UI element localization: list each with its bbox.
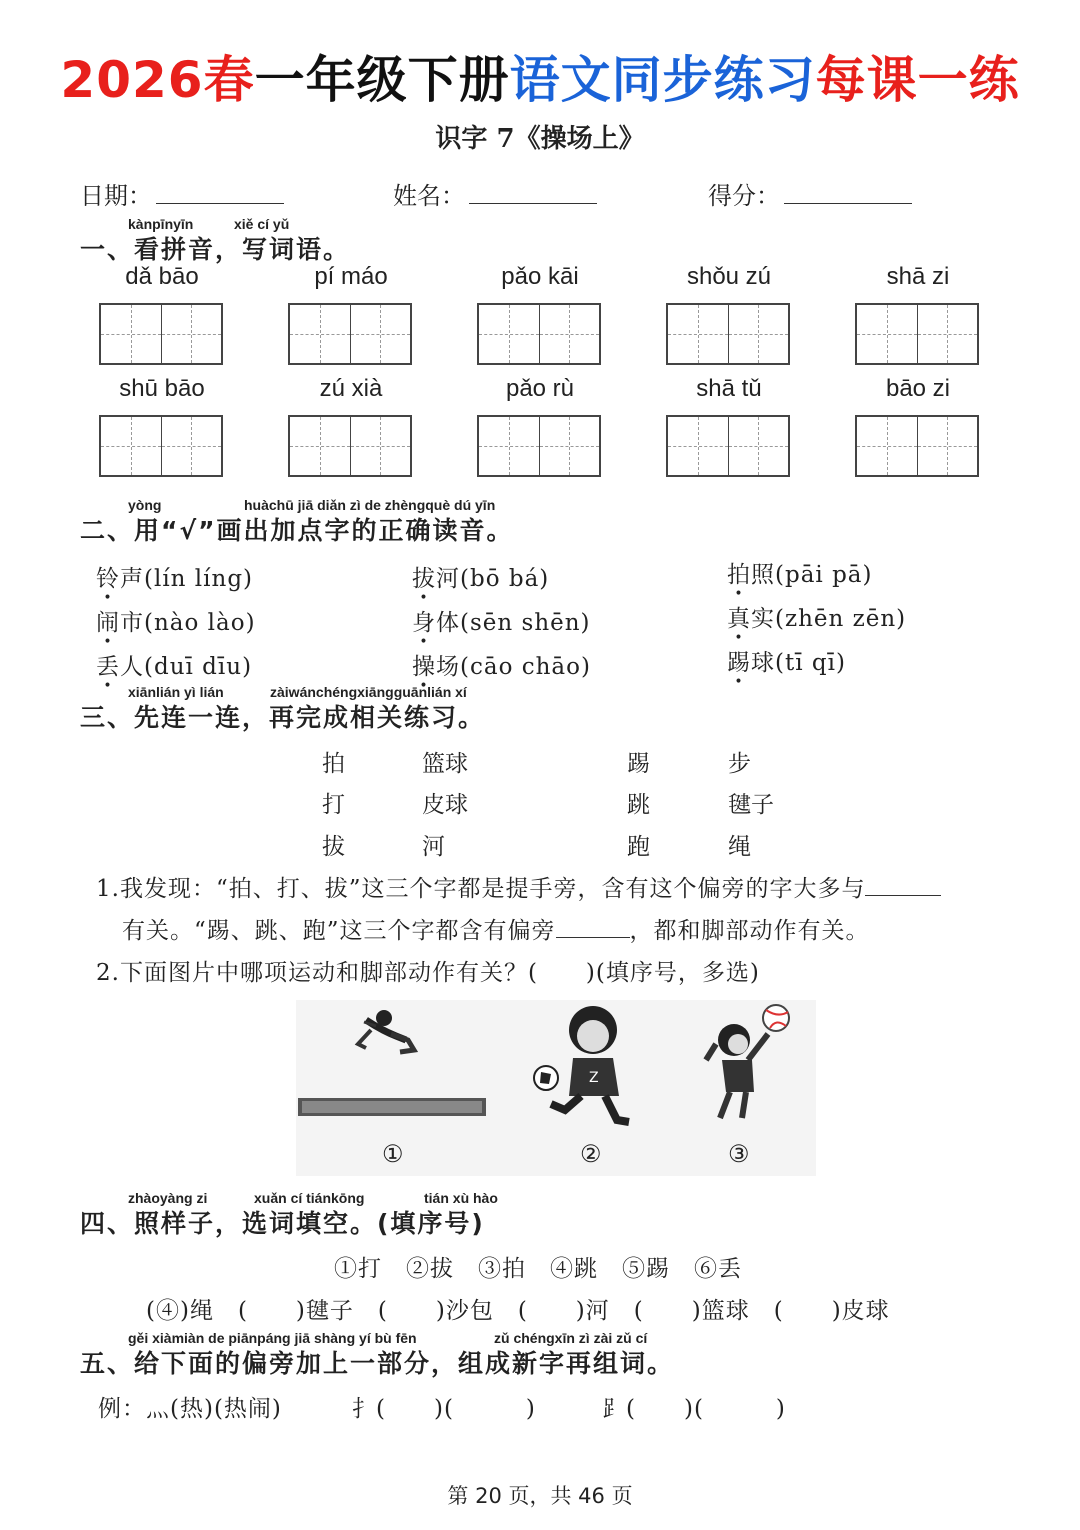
writing-cell[interactable] bbox=[857, 305, 918, 363]
writing-grid[interactable] bbox=[477, 415, 601, 477]
question1-blank1[interactable] bbox=[865, 875, 941, 896]
dotted-char: 真 bbox=[727, 606, 751, 632]
writing-cell[interactable] bbox=[290, 305, 351, 363]
title-part-practice: 每课一练 bbox=[815, 51, 1020, 109]
word-rest: 市(nào lào) bbox=[120, 610, 256, 636]
dotted-char: 闹 bbox=[96, 610, 120, 636]
writing-cell[interactable] bbox=[351, 305, 411, 363]
page-title bbox=[0, 40, 1080, 112]
section3-heading: 三、先连一连，再完成相关练习。 bbox=[80, 703, 486, 732]
match-left-chars[interactable]: 拔 bbox=[322, 834, 345, 860]
svg-text:Z: Z bbox=[589, 1070, 599, 1086]
question1-blank2[interactable] bbox=[556, 917, 630, 938]
writing-cell[interactable] bbox=[351, 417, 411, 475]
pinyin-prompt: pí máo bbox=[314, 263, 388, 290]
writing-grid[interactable] bbox=[288, 415, 412, 477]
title-part-subject: 语文同步练习 bbox=[509, 51, 816, 109]
section2-heading-text: 用“√”画出加点字的正确读音。 bbox=[134, 516, 514, 545]
section5-pinyin-b: zǔ chéngxīn zì zài zǔ cí bbox=[494, 1330, 648, 1346]
writing-cell[interactable] bbox=[479, 417, 540, 475]
writing-cell[interactable] bbox=[668, 305, 729, 363]
word-rest: 球(tī qī) bbox=[751, 650, 846, 676]
dotted-char: 踢 bbox=[727, 650, 751, 676]
page-footer: 第 20 页，共 46 页 bbox=[447, 1484, 633, 1508]
writing-cell[interactable] bbox=[918, 305, 978, 363]
writing-cell[interactable] bbox=[729, 305, 789, 363]
match-right-words[interactable]: 步 bbox=[728, 751, 751, 777]
lesson-subtitle: 识字 7《操场上》 bbox=[435, 124, 645, 154]
dotted-char: 操 bbox=[412, 654, 436, 680]
name-blank[interactable] bbox=[469, 181, 597, 204]
match-left-words[interactable]: 皮球 bbox=[422, 792, 468, 818]
word-rest: 场(cāo chāo) bbox=[436, 654, 591, 680]
word-options: ①打 ②拔 ③拍 ④跳 ⑤踢 ⑥丢 bbox=[334, 1256, 742, 1282]
section3-pinyin-a: xiānlián yì lián bbox=[128, 684, 224, 700]
match-left-words[interactable]: 河 bbox=[422, 834, 445, 860]
dotted-char: 身 bbox=[412, 610, 436, 636]
match-right-chars[interactable]: 跑 bbox=[627, 834, 650, 860]
section2-pinyin-b: huàchū jiā diǎn zì de zhèngquè dú yīn bbox=[244, 497, 496, 513]
match-left-chars[interactable]: 拍 bbox=[322, 751, 345, 777]
writing-cell[interactable] bbox=[857, 417, 918, 475]
word-rest: 照(pāi pā) bbox=[751, 562, 873, 588]
writing-grid[interactable] bbox=[666, 303, 790, 365]
writing-cell[interactable] bbox=[101, 305, 162, 363]
question1-line2 bbox=[122, 912, 870, 945]
section1-pinyin-a: kànpīnyīn bbox=[128, 216, 194, 232]
writing-cell[interactable] bbox=[162, 305, 222, 363]
reading-choice-item[interactable] bbox=[727, 644, 846, 677]
match-right-chars[interactable]: 跳 bbox=[627, 792, 650, 818]
pinyin-prompt: zú xià bbox=[319, 375, 383, 402]
section2-heading-number: 二、 bbox=[80, 516, 135, 545]
word-rest: 体(sēn shēn) bbox=[436, 610, 591, 636]
score-field[interactable] bbox=[708, 176, 912, 211]
writing-grid[interactable] bbox=[855, 303, 979, 365]
writing-grid[interactable] bbox=[288, 303, 412, 365]
reading-choice-item[interactable] bbox=[412, 648, 591, 681]
picture-label-3: ③ bbox=[728, 1140, 750, 1168]
example: 例：灬(热)(热闹) bbox=[98, 1396, 282, 1422]
word-rest: 人(duī dīu) bbox=[120, 654, 253, 680]
writing-cell[interactable] bbox=[729, 417, 789, 475]
match-right-words[interactable]: 绳 bbox=[728, 834, 751, 860]
picture-label-1: ① bbox=[382, 1140, 404, 1168]
section4-heading: 四、照样子，选词填空。(填序号) bbox=[80, 1209, 485, 1238]
dotted-char: 拍 bbox=[727, 562, 751, 588]
title-part-year: 2026春 bbox=[60, 51, 255, 109]
question2: 2.下面图片中哪项运动和脚部动作有关？( )(填序号，多选) bbox=[96, 960, 760, 986]
title-part-grade: 一年级下册 bbox=[254, 51, 510, 109]
word-rest: 声(lín líng) bbox=[120, 566, 254, 592]
dotted-char: 丢 bbox=[96, 654, 120, 680]
dotted-char: 拔 bbox=[412, 566, 436, 592]
writing-cell[interactable] bbox=[668, 417, 729, 475]
score-label: 得分： bbox=[708, 182, 780, 210]
section2-pinyin-a: yòng bbox=[128, 497, 162, 513]
picture-label-2: ② bbox=[580, 1140, 602, 1168]
pinyin-prompt: shǒu zú bbox=[686, 263, 772, 290]
writing-cell[interactable] bbox=[101, 417, 162, 475]
radical-hand-item[interactable]: 扌( )( ) bbox=[352, 1396, 536, 1422]
radical-foot-item[interactable]: ⻊( )( ) bbox=[602, 1396, 786, 1422]
writing-cell[interactable] bbox=[540, 417, 600, 475]
section3-pinyin-b: zàiwánchéngxiāngguānlián xí bbox=[270, 684, 467, 700]
question1-text1: 1.我发现：“拍、打、拔”这三个字都是提手旁，含有这个偏旁的字大多与 bbox=[96, 876, 866, 902]
pinyin-prompt: shā zi bbox=[886, 263, 950, 290]
section4-pinyin-a: zhàoyàng zi bbox=[128, 1190, 208, 1206]
pinyin-prompt: bāo zi bbox=[885, 375, 951, 402]
reading-choice-item[interactable] bbox=[96, 604, 256, 637]
section4-pinyin-c: tián xù hào bbox=[424, 1190, 498, 1206]
name-field[interactable] bbox=[393, 176, 597, 211]
writing-grid[interactable] bbox=[666, 415, 790, 477]
question1-text3: ，都和脚部动作有关。 bbox=[629, 918, 870, 944]
writing-cell[interactable] bbox=[479, 305, 540, 363]
score-blank[interactable] bbox=[784, 181, 912, 204]
name-label: 姓名： bbox=[393, 182, 465, 210]
volleyball-picture bbox=[696, 1000, 806, 1130]
question1-line1 bbox=[96, 870, 941, 903]
reading-choice-item[interactable] bbox=[96, 648, 252, 681]
writing-grid[interactable] bbox=[477, 303, 601, 365]
pinyin-prompt: pǎo kāi bbox=[501, 263, 579, 290]
section2-heading bbox=[80, 511, 514, 547]
reading-choice-item[interactable] bbox=[412, 604, 591, 637]
long-jump-picture bbox=[296, 1000, 496, 1140]
sports-picture-panel bbox=[296, 1000, 816, 1176]
writing-cell[interactable] bbox=[540, 305, 600, 363]
section1-pinyin-b: xiě cí yǔ bbox=[234, 216, 290, 232]
pinyin-prompt: dǎ bāo bbox=[125, 263, 199, 290]
question1-text2: 有关。“踢、跳、跑”这三个字都含有偏旁 bbox=[122, 918, 556, 944]
reading-choice-item[interactable] bbox=[96, 560, 253, 593]
reading-choice-item[interactable] bbox=[412, 560, 549, 593]
date-field[interactable] bbox=[80, 176, 284, 211]
writing-grid[interactable] bbox=[99, 303, 223, 365]
match-left-words[interactable]: 篮球 bbox=[422, 751, 468, 777]
word-rest: 河(bō bá) bbox=[436, 566, 550, 592]
reading-choice-item[interactable] bbox=[727, 600, 906, 633]
writing-grid[interactable] bbox=[99, 415, 223, 477]
writing-grid[interactable] bbox=[855, 415, 979, 477]
section1-heading: 一、看拼音，写词语。 bbox=[80, 235, 351, 264]
writing-cell[interactable] bbox=[290, 417, 351, 475]
pinyin-prompt: pǎo rù bbox=[505, 375, 575, 402]
dotted-char: 铃 bbox=[96, 566, 120, 592]
match-left-chars[interactable]: 打 bbox=[322, 792, 345, 818]
date-blank[interactable] bbox=[156, 181, 284, 204]
writing-cell[interactable] bbox=[162, 417, 222, 475]
fill-blanks[interactable]: (④)绳 ( )毽子 ( )沙包 ( )河 ( )篮球 ( )皮球 bbox=[146, 1298, 890, 1324]
pinyin-prompt: shā tǔ bbox=[696, 375, 762, 402]
pinyin-prompt: shū bāo bbox=[119, 375, 205, 402]
reading-choice-item[interactable] bbox=[727, 556, 872, 589]
date-label: 日期： bbox=[80, 182, 152, 210]
writing-cell[interactable] bbox=[918, 417, 978, 475]
match-right-chars[interactable]: 踢 bbox=[627, 751, 650, 777]
word-rest: 实(zhēn zēn) bbox=[751, 606, 907, 632]
section5-pinyin-a: gěi xiàmiàn de piānpáng jiā shàng yí bù fēn bbox=[128, 1330, 417, 1346]
match-right-words[interactable]: 毽子 bbox=[728, 792, 774, 818]
section5-heading: 五、给下面的偏旁加上一部分，组成新字再组词。 bbox=[80, 1349, 675, 1378]
soccer-picture bbox=[521, 1000, 641, 1130]
section4-pinyin-b: xuǎn cí tiánkōng bbox=[254, 1190, 365, 1206]
